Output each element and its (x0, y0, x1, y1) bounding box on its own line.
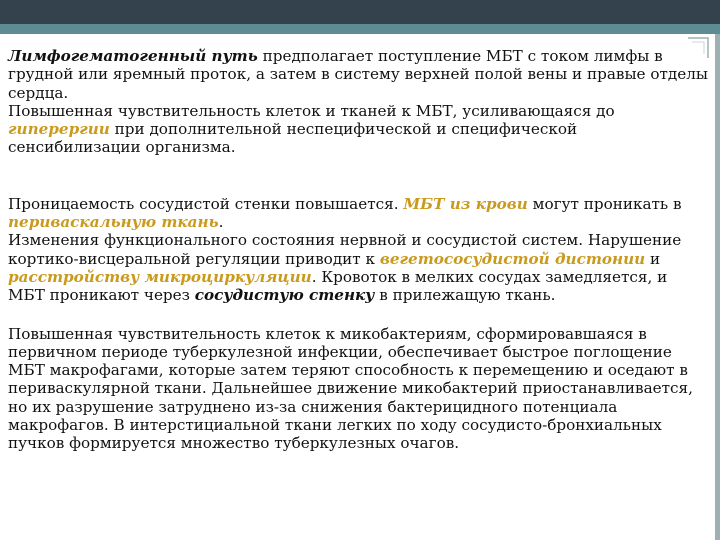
spacer (8, 305, 708, 325)
p2-text-5: и (645, 249, 661, 268)
spacer (8, 157, 708, 195)
slide-top-band (0, 24, 720, 34)
p2-text-2: могут проникать в (527, 194, 682, 213)
p1-text-1: предполагает поступление МБТ с током лимфы в грудной или яремный проток, а затем в систему верхней полой вены и правые отделы сердца. (8, 47, 708, 102)
paragraph-hypersensitivity: Повышенная чувствительность клеток к микобактериям, сформировавшаяся в первичном периоде туберкулезной инфекции, обеспечивает быстрое поглощение МБТ макрофагами, которые затем теряют способность к перемещению и оседают в периваскулярной ткани. Дальнейшее движение микобактерий приостанавливается, но их разрушение затруднено из-за снижения бактерицидного потенциала макрофагов. В интерстициальной ткани легких по ходу сосудисто-бронхиальных пучков формируется множество туберкулезных очагов. (8, 324, 693, 453)
term-vegetovascular-dystonia: вегетососудистой дистонии (379, 249, 646, 268)
term-vascular-wall: сосудистую стенку (194, 286, 375, 305)
paragraph-vascular-permeability (8, 195, 708, 305)
term-lymphohematogenous: Лимфогематогенный путь (8, 47, 258, 65)
p2-text-1: Проницаемость сосудистой стенки повышается. (8, 194, 404, 213)
slide-top-bar (0, 0, 720, 24)
term-perivascular-tissue: периваскальную ткань (8, 213, 219, 232)
slide-right-border (715, 34, 720, 540)
p1-text-2: Повышенная чувствительность клеток и тканей к МБТ, усиливающаяся до (8, 101, 615, 120)
p1-text-3: при дополнительной неспецифической и специфической сенсибилизации организма. (8, 120, 578, 157)
p2-text-4: Изменения функционального состояния нервной и сосудистой систем. Нарушение кортико-висцеральной регуляции приводит к (8, 231, 682, 268)
p2-text-3: . (218, 213, 224, 232)
term-mbt-from-blood: МБТ из крови (403, 194, 528, 213)
paragraph-lymphohematogenous (8, 47, 708, 157)
slide-content (8, 47, 708, 453)
term-hyperergy: гиперергии (8, 120, 110, 139)
p2-text-7: в прилежащую ткань. (374, 286, 556, 305)
term-microcirculation-disorder: расстройству микроциркуляции (8, 267, 312, 286)
p2-text-6: . Кровоток в мелких сосудах замедляется, и МБТ проникают через (8, 267, 668, 305)
